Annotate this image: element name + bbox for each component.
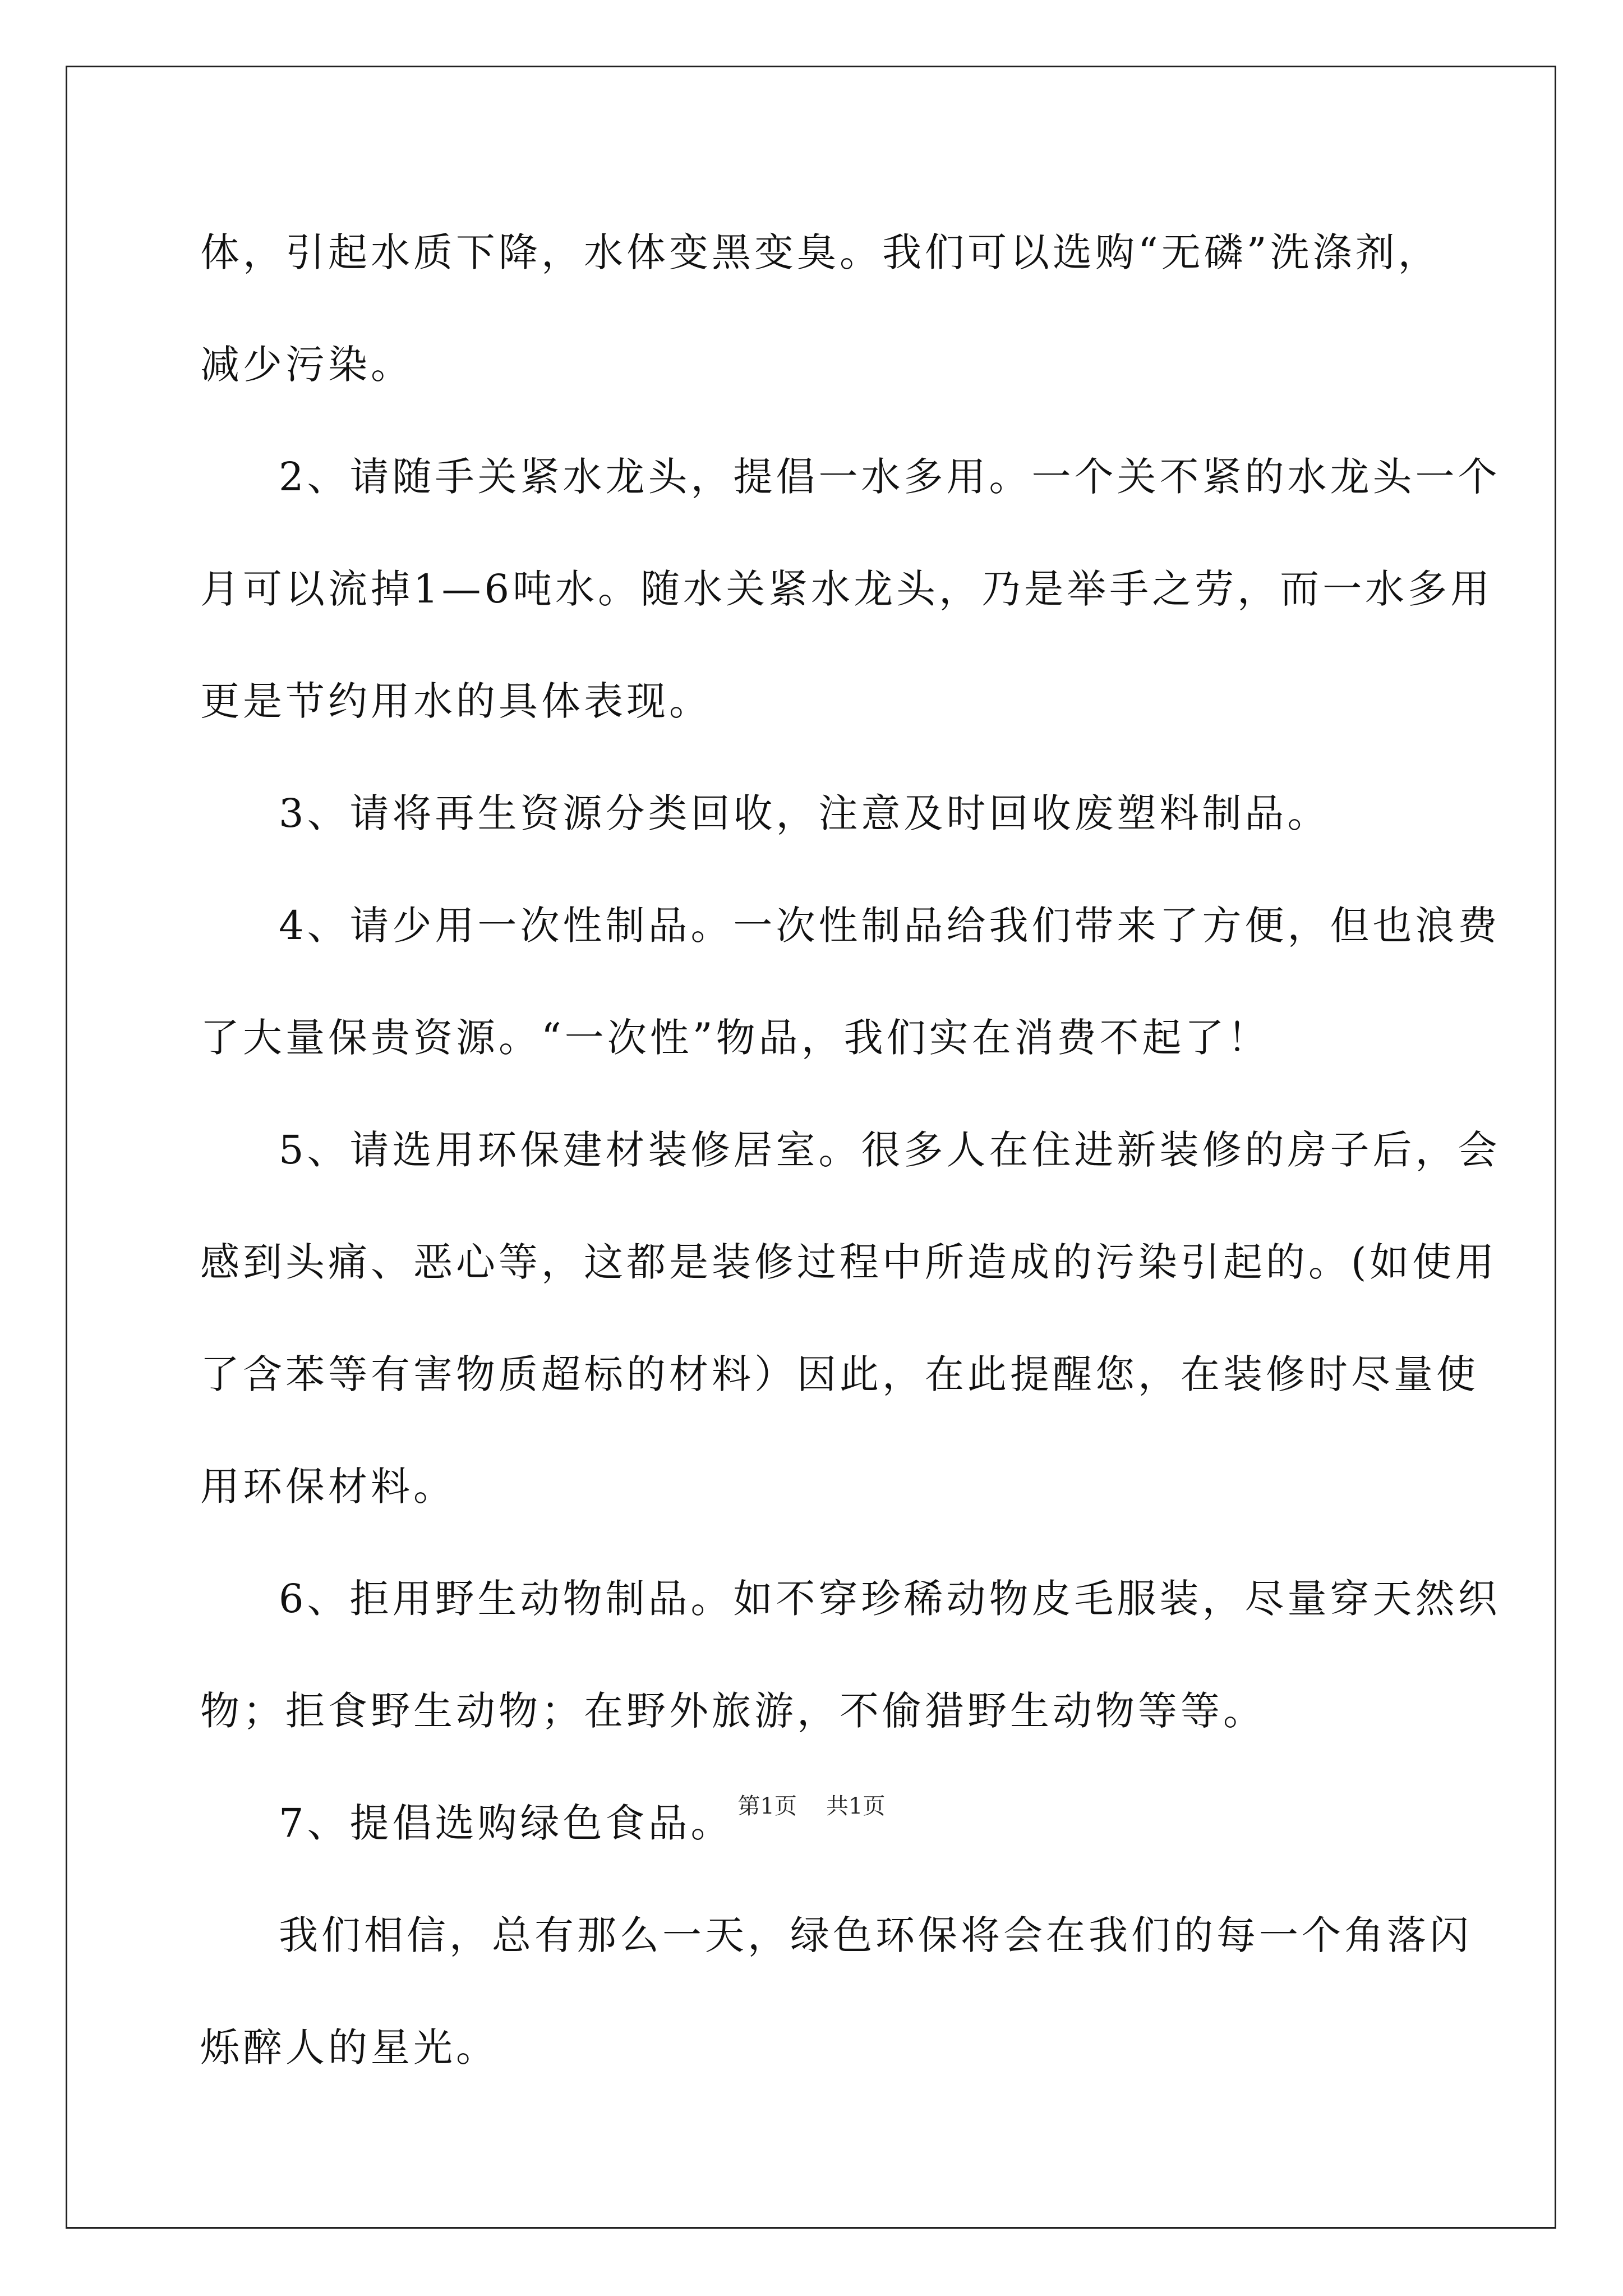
list-item-4-line: 4、请少用一次性制品。一次性制品给我们带来了方便，但也浪费	[279, 903, 1501, 949]
list-item-7-line: 7、提倡选购绿色食品。	[279, 1800, 734, 1846]
list-item-6-line: 6、拒用野生动物制品。如不穿珍稀动物皮毛服装，尽量穿天然织	[279, 1576, 1501, 1622]
text-line: 更是节约用水的具体表现。	[200, 678, 712, 724]
page-total: 共1页	[826, 1793, 886, 1819]
text-line: 了含苯等有害物质超标的材料）因此，在此提醒您，在装修时尽量使	[200, 1351, 1479, 1397]
closing-paragraph-line: 我们相信，总有那么一天，绿色环保将会在我们的每一个角落闪	[279, 1912, 1472, 1958]
list-item-2-line: 2、请随手关紧水龙头，提倡一水多用。一个关不紧的水龙头一个	[279, 454, 1501, 500]
text-line: 感到头痛、恶心等，这都是装修过程中所造成的污染引起的。(如使用	[200, 1239, 1498, 1285]
text-line: 物；拒食野生动物；在野外旅游，不偷猎野生动物等等。	[200, 1688, 1266, 1734]
text-line: 用环保材料。	[200, 1464, 456, 1510]
text-line: 体，引起水质下降，水体变黑变臭。我们可以选购“无磷”洗涤剂，	[200, 229, 1441, 275]
page-number: 第1页	[737, 1793, 797, 1819]
text-line: 月可以流掉1—6吨水。随水关紧水龙头，乃是举手之劳，而一水多用	[200, 566, 1493, 612]
list-item-3-line: 3、请将再生资源分类回收，注意及时回收废塑料制品。	[279, 790, 1330, 836]
page-footer	[0, 1789, 1623, 1823]
text-line: 了大量保贵资源。“一次性”物品，我们实在消费不起了！	[200, 1015, 1270, 1061]
text-line: 烁醉人的星光。	[200, 2024, 499, 2070]
text-line: 减少污染。	[200, 342, 413, 388]
list-item-5-line: 5、请选用环保建材装修居室。很多人在住进新装修的房子后，会	[279, 1127, 1501, 1173]
